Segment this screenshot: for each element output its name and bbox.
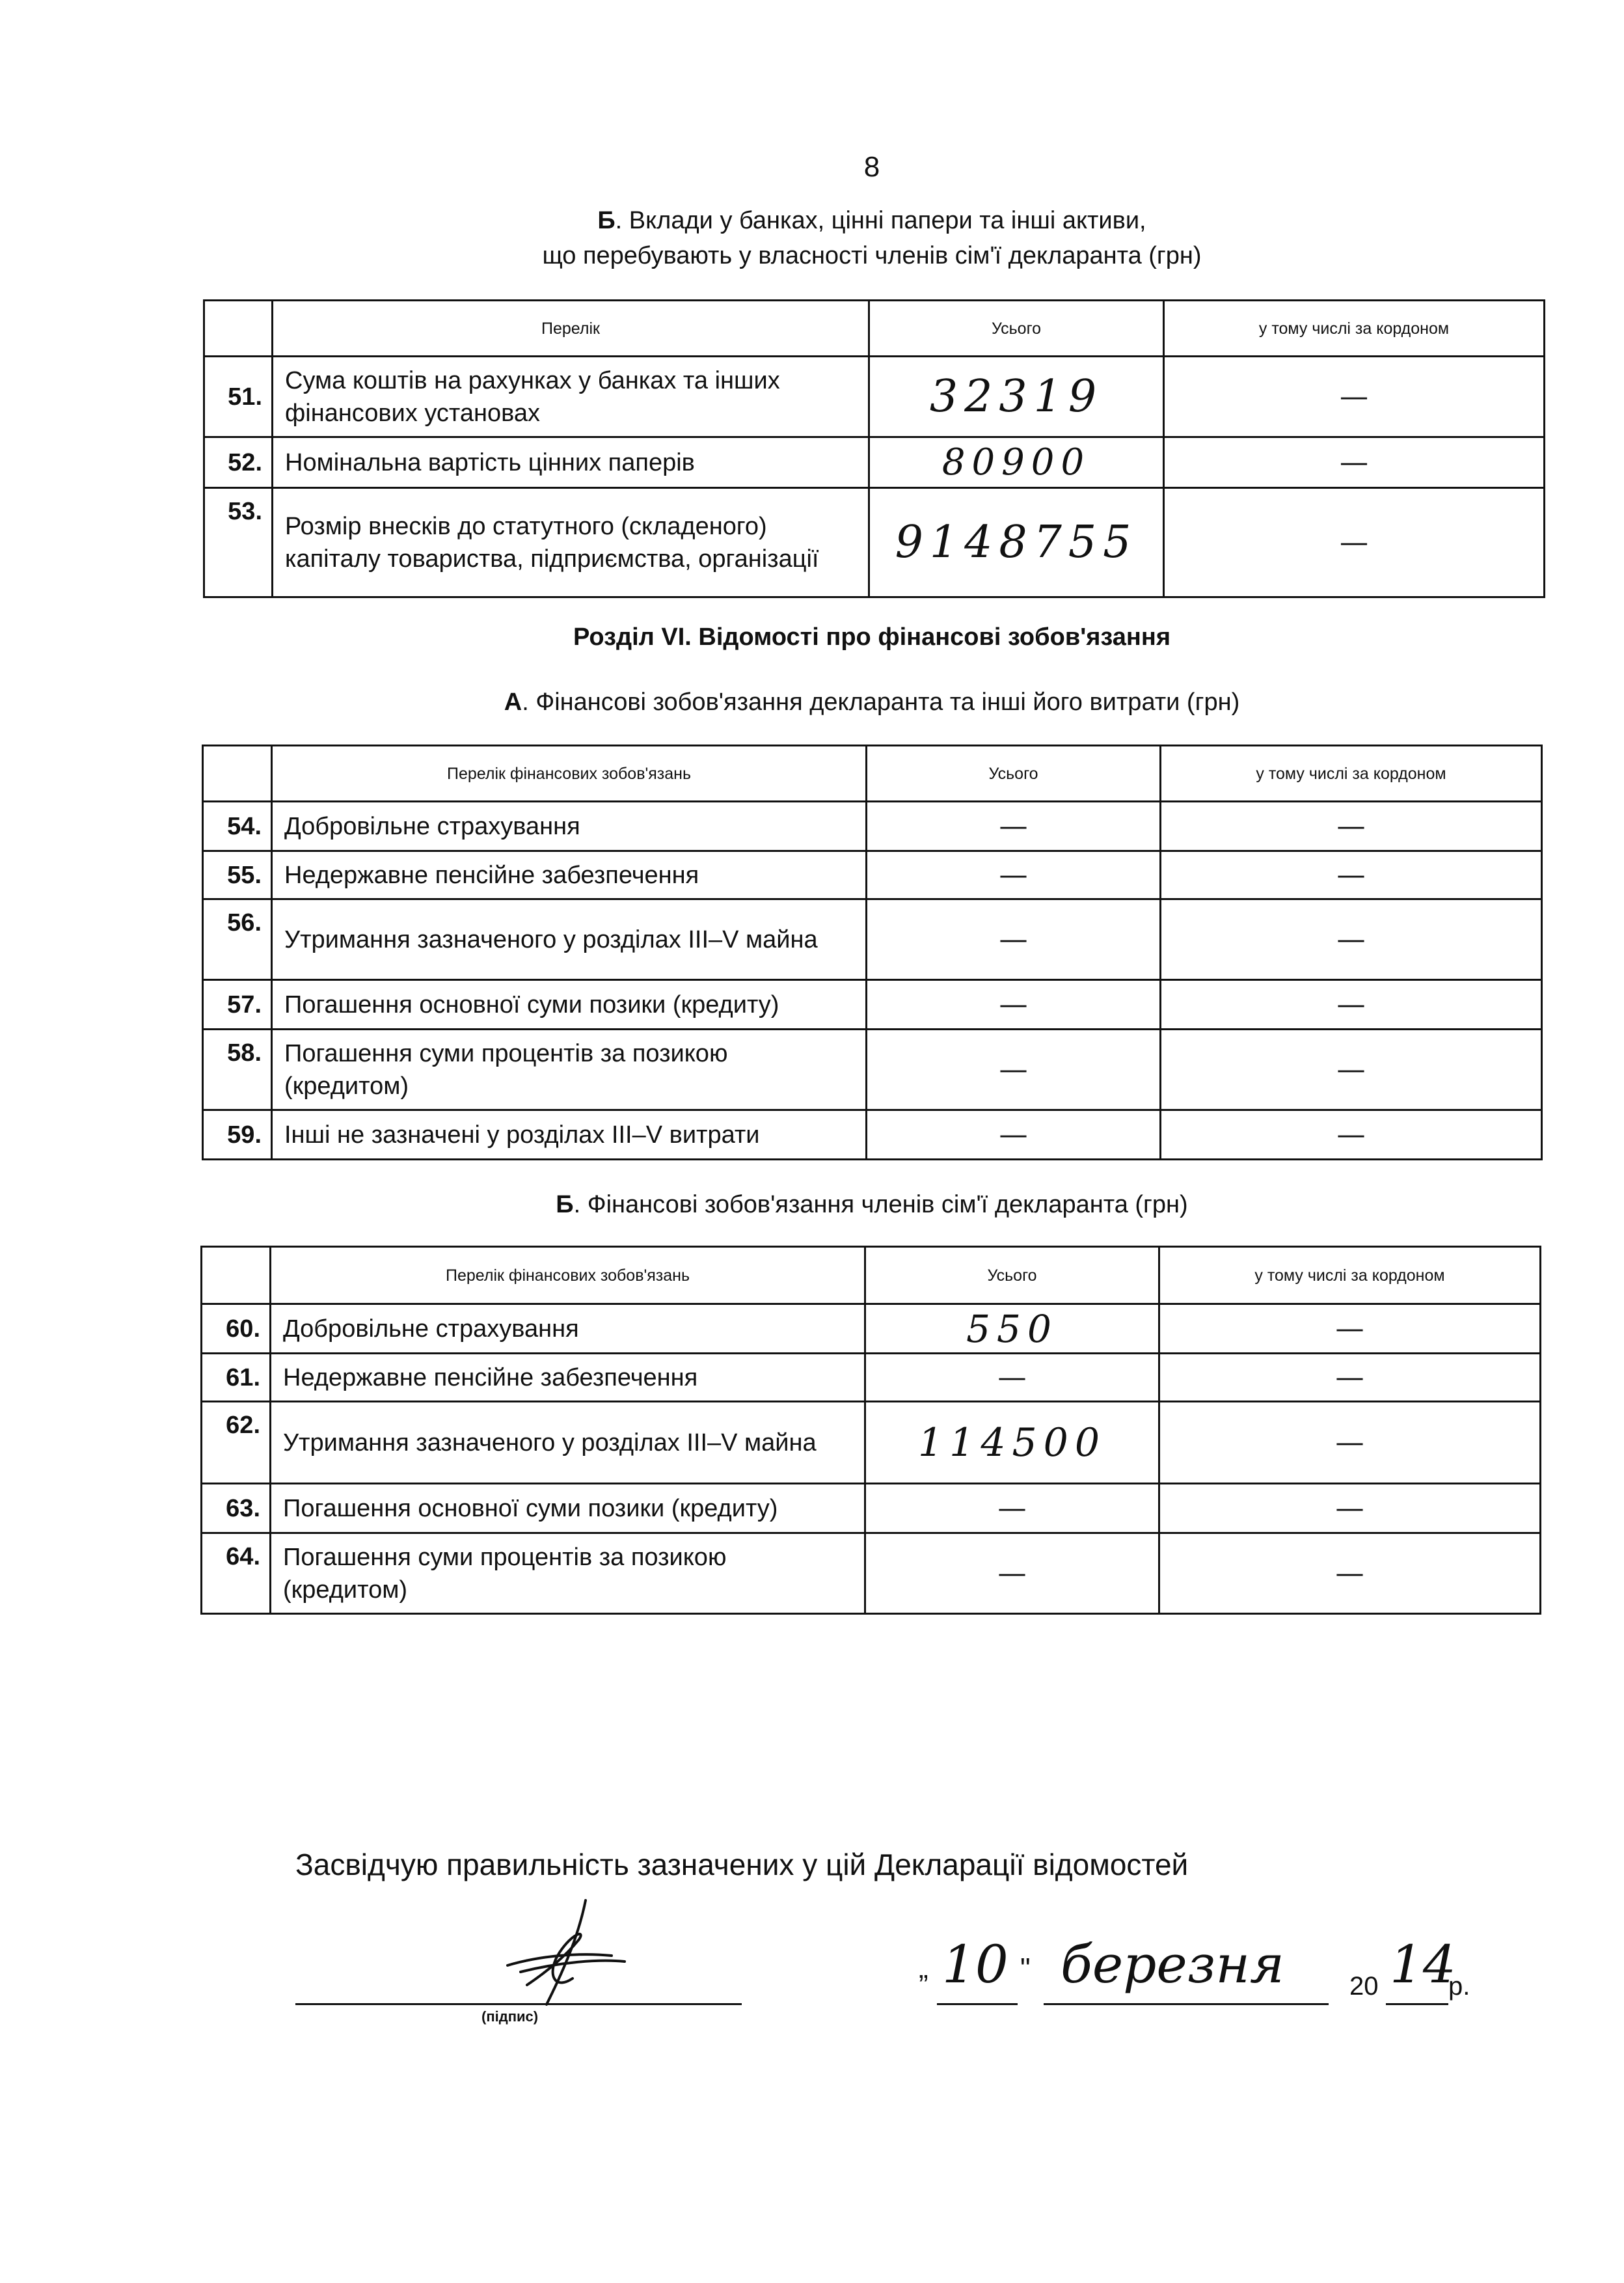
header-num-cell <box>203 746 272 802</box>
section-vi-title <box>0 620 1624 655</box>
row-total: 32319 <box>869 357 1164 437</box>
liabilities-b-table <box>200 1246 1541 1615</box>
header-abroad: у тому числі за кордоном <box>1164 301 1545 357</box>
row-abroad: — <box>1161 980 1542 1030</box>
row-total: — <box>867 802 1161 851</box>
row-total: — <box>865 1354 1159 1402</box>
section-letter: Б <box>597 207 616 234</box>
header-list: Перелік фінансових зобов'язань <box>272 746 867 802</box>
header-total: Усього <box>867 746 1161 802</box>
header-abroad: у тому числі за кордоном <box>1161 746 1542 802</box>
table-row <box>202 1402 1541 1484</box>
row-abroad: — <box>1161 802 1542 851</box>
row-abroad: — <box>1164 437 1545 488</box>
row-total: 550 <box>865 1304 1159 1354</box>
date-day: 10 <box>942 1934 1008 1995</box>
header-num-cell <box>204 301 273 357</box>
date-quote-open: „ <box>919 1952 928 1984</box>
row-number: 60. <box>202 1304 271 1354</box>
row-abroad: — <box>1159 1304 1541 1354</box>
row-abroad: — <box>1161 1030 1542 1110</box>
row-number: 61. <box>202 1354 271 1402</box>
row-label: Номінальна вартість цінних паперів <box>273 437 869 488</box>
header-total: Усього <box>865 1247 1159 1304</box>
row-number: 63. <box>202 1484 271 1533</box>
date-year-unit: р. <box>1448 1972 1470 2001</box>
row-label: Погашення основної суми позики (кредиту) <box>271 1484 865 1533</box>
section-b-liabilities-title <box>0 1187 1624 1222</box>
section-title-text: . Фінансові зобов'язання декларанта та інші його витрати (грн) <box>522 689 1240 716</box>
row-abroad: — <box>1164 357 1545 437</box>
table-row <box>204 357 1545 437</box>
table-row <box>203 980 1542 1030</box>
row-total: 80900 <box>869 437 1164 488</box>
row-total: — <box>867 1110 1161 1160</box>
row-label: Добровільне страхування <box>271 1304 865 1354</box>
table-header-row <box>203 746 1542 802</box>
row-label: Недержавне пенсійне забезпечення <box>272 851 867 899</box>
header-list: Перелік фінансових зобов'язань <box>271 1247 865 1304</box>
row-number: 56. <box>203 899 272 980</box>
table-row <box>202 1484 1541 1533</box>
section-a-liabilities-title <box>0 685 1624 720</box>
row-number: 54. <box>203 802 272 851</box>
signature-caption: (підпис) <box>481 2008 539 2025</box>
row-abroad: — <box>1159 1484 1541 1533</box>
signature-line <box>295 2003 742 2005</box>
row-label: Погашення основної суми позики (кредиту) <box>272 980 867 1030</box>
row-label: Погашення суми процентів за позикою (кредитом) <box>271 1533 865 1614</box>
row-number: 51. <box>204 357 273 437</box>
section-title-text: . Фінансові зобов'язання членів сім'ї декларанта (грн) <box>573 1191 1188 1218</box>
row-label: Утримання зазначеного у розділах III–V майна <box>272 899 867 980</box>
assets-table <box>203 299 1545 598</box>
row-total: — <box>865 1533 1159 1614</box>
row-total: — <box>867 1030 1161 1110</box>
section-title-line2: що перебувають у власності членів сім'ї декларанта (грн) <box>542 242 1202 269</box>
table-header-row <box>204 301 1545 357</box>
row-label: Розмір внесків до статутного (складеного) капіталу товариства, підприємства, організації <box>273 488 869 597</box>
table-row <box>203 1110 1542 1160</box>
section-letter: Б <box>556 1191 574 1218</box>
date-quote-close: " <box>1020 1952 1031 1984</box>
date-year-line <box>1386 2003 1448 2005</box>
date-month-line <box>1044 2003 1329 2005</box>
header-num-cell <box>202 1247 271 1304</box>
row-number: 62. <box>202 1402 271 1484</box>
row-label: Погашення суми процентів за позикою (кредитом) <box>272 1030 867 1110</box>
row-number: 52. <box>204 437 273 488</box>
row-number: 57. <box>203 980 272 1030</box>
row-total: 114500 <box>865 1402 1159 1484</box>
table-row <box>203 1030 1542 1110</box>
row-number: 58. <box>203 1030 272 1110</box>
row-number: 53. <box>204 488 273 597</box>
row-number: 59. <box>203 1110 272 1160</box>
row-number: 64. <box>202 1533 271 1614</box>
table-header-row <box>202 1247 1541 1304</box>
row-label: Недержавне пенсійне забезпечення <box>271 1354 865 1402</box>
table-row <box>204 488 1545 597</box>
section-vi-title-text: Розділ VI. Відомості про фінансові зобов'язання <box>573 623 1171 651</box>
row-abroad: — <box>1159 1354 1541 1402</box>
table-row <box>203 899 1542 980</box>
date-day-line <box>937 2003 1018 2005</box>
date-month: березня <box>1061 1934 1285 1995</box>
row-total: 9148755 <box>869 488 1164 597</box>
section-letter: А <box>504 689 522 716</box>
signature-image <box>468 1894 638 2011</box>
row-total: — <box>867 980 1161 1030</box>
row-abroad: — <box>1164 488 1545 597</box>
row-abroad: — <box>1159 1533 1541 1614</box>
table-row <box>203 802 1542 851</box>
header-abroad: у тому числі за кордоном <box>1159 1247 1541 1304</box>
row-total: — <box>865 1484 1159 1533</box>
table-row <box>204 437 1545 488</box>
header-total: Усього <box>869 301 1164 357</box>
row-total: — <box>867 899 1161 980</box>
section-title-text: . Вклади у банках, цінні папери та інші активи, <box>615 207 1146 234</box>
table-row <box>202 1533 1541 1614</box>
table-row <box>202 1354 1541 1402</box>
page-number: 8 <box>863 151 880 183</box>
header-list: Перелік <box>273 301 869 357</box>
row-abroad: — <box>1161 851 1542 899</box>
row-abroad: — <box>1159 1402 1541 1484</box>
date-year-suffix: 14 <box>1390 1934 1456 1995</box>
row-label: Інші не зазначені у розділах III–V витрати <box>272 1110 867 1160</box>
section-b-assets-title <box>0 203 1624 273</box>
row-label: Утримання зазначеного у розділах III–V майна <box>271 1402 865 1484</box>
row-label: Добровільне страхування <box>272 802 867 851</box>
row-number: 55. <box>203 851 272 899</box>
table-row <box>203 851 1542 899</box>
table-row <box>202 1304 1541 1354</box>
liabilities-a-table <box>202 745 1543 1160</box>
row-total: — <box>867 851 1161 899</box>
row-label: Сума коштів на рахунках у банках та інших фінансових установах <box>273 357 869 437</box>
certification-statement: Засвідчую правильність зазначених у цій Декларації відомостей <box>295 1848 1189 1881</box>
row-abroad: — <box>1161 1110 1542 1160</box>
date-year-prefix: 20 <box>1349 1972 1379 2001</box>
row-abroad: — <box>1161 899 1542 980</box>
